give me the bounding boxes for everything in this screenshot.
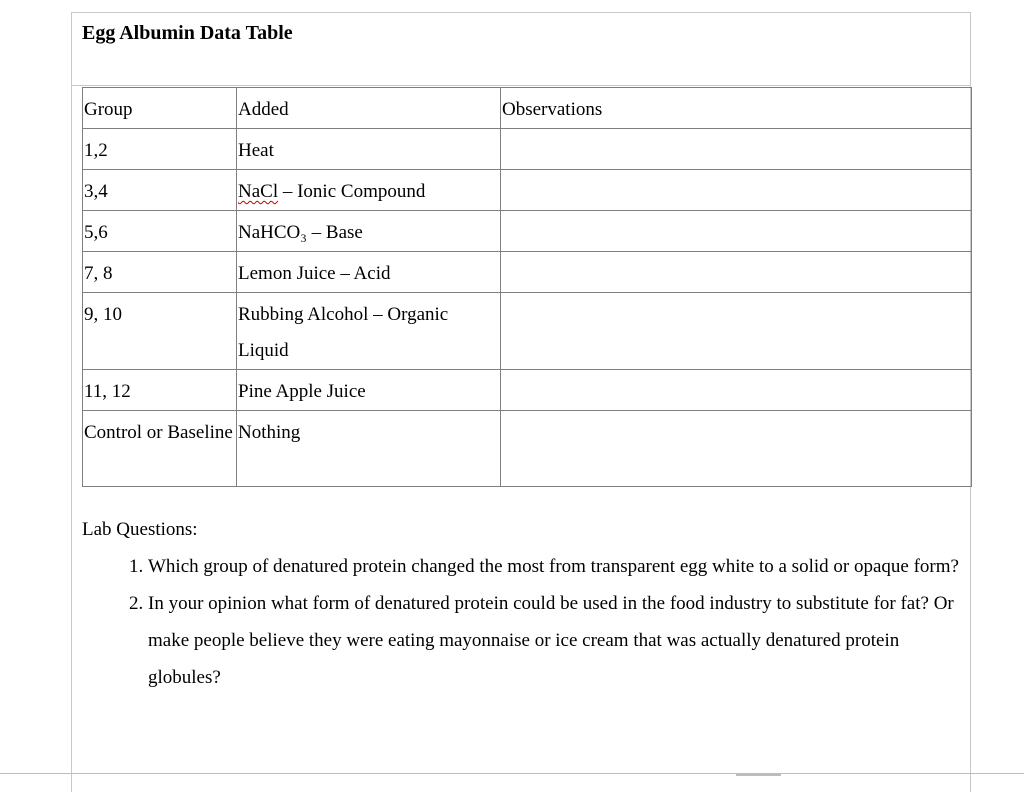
cell-observations[interactable] (501, 252, 972, 293)
table-row (83, 211, 972, 252)
document-title: Egg Albumin Data Table (82, 22, 293, 44)
lab-questions-heading: Lab Questions: (82, 519, 198, 540)
cell-added: Heat (237, 129, 501, 170)
question-item: 2. In your opinion what form of denatured protein could be used in the food industry to substitute for fat? Or make people believe they were eating mayonnaise or ice cream that was actually denatured protein globules? (148, 585, 972, 696)
cell-added: Rubbing Alcohol – Organic Liquid (237, 293, 501, 370)
table-row (83, 411, 972, 487)
spellcheck-underlined-text: NaCl (238, 181, 279, 202)
cell-group: 7, 8 (83, 252, 237, 293)
table-row (83, 252, 972, 293)
table-row (83, 129, 972, 170)
table-row (83, 170, 972, 211)
header-observations: Observations (501, 88, 972, 129)
lab-questions-section (82, 512, 972, 696)
scroll-marker (736, 774, 781, 776)
cell-observations[interactable] (501, 411, 972, 487)
cell-added (237, 170, 501, 211)
header-group: Group (83, 88, 237, 129)
header-added: Added (237, 88, 501, 129)
table-row (83, 370, 972, 411)
cell-group: 3,4 (83, 170, 237, 211)
cell-group: 11, 12 (83, 370, 237, 411)
lab-questions-list (82, 548, 972, 696)
table-row (83, 293, 972, 370)
cell-observations[interactable] (501, 293, 972, 370)
cell-observations[interactable] (501, 170, 972, 211)
cell-observations[interactable] (501, 370, 972, 411)
cell-observations[interactable] (501, 129, 972, 170)
question-item: 1. Which group of denatured protein changed the most from transparent egg white to a solid or opaque form? (148, 548, 972, 585)
page-bottom-edge (0, 773, 1024, 774)
cell-observations[interactable] (501, 211, 972, 252)
cell-added: Nothing (237, 411, 501, 487)
cell-group: Control or Baseline (83, 411, 237, 487)
egg-albumin-data-table (82, 87, 972, 487)
cell-added: Pine Apple Juice (237, 370, 501, 411)
header-divider (71, 85, 971, 86)
cell-added: Lemon Juice – Acid (237, 252, 501, 293)
table-header-row (83, 88, 972, 129)
cell-group: 1,2 (83, 129, 237, 170)
cell-group: 9, 10 (83, 293, 237, 370)
cell-added: NaHCO₃ – Base (237, 211, 501, 252)
cell-added-suffix: – Ionic Compound (278, 181, 426, 202)
cell-group: 5,6 (83, 211, 237, 252)
